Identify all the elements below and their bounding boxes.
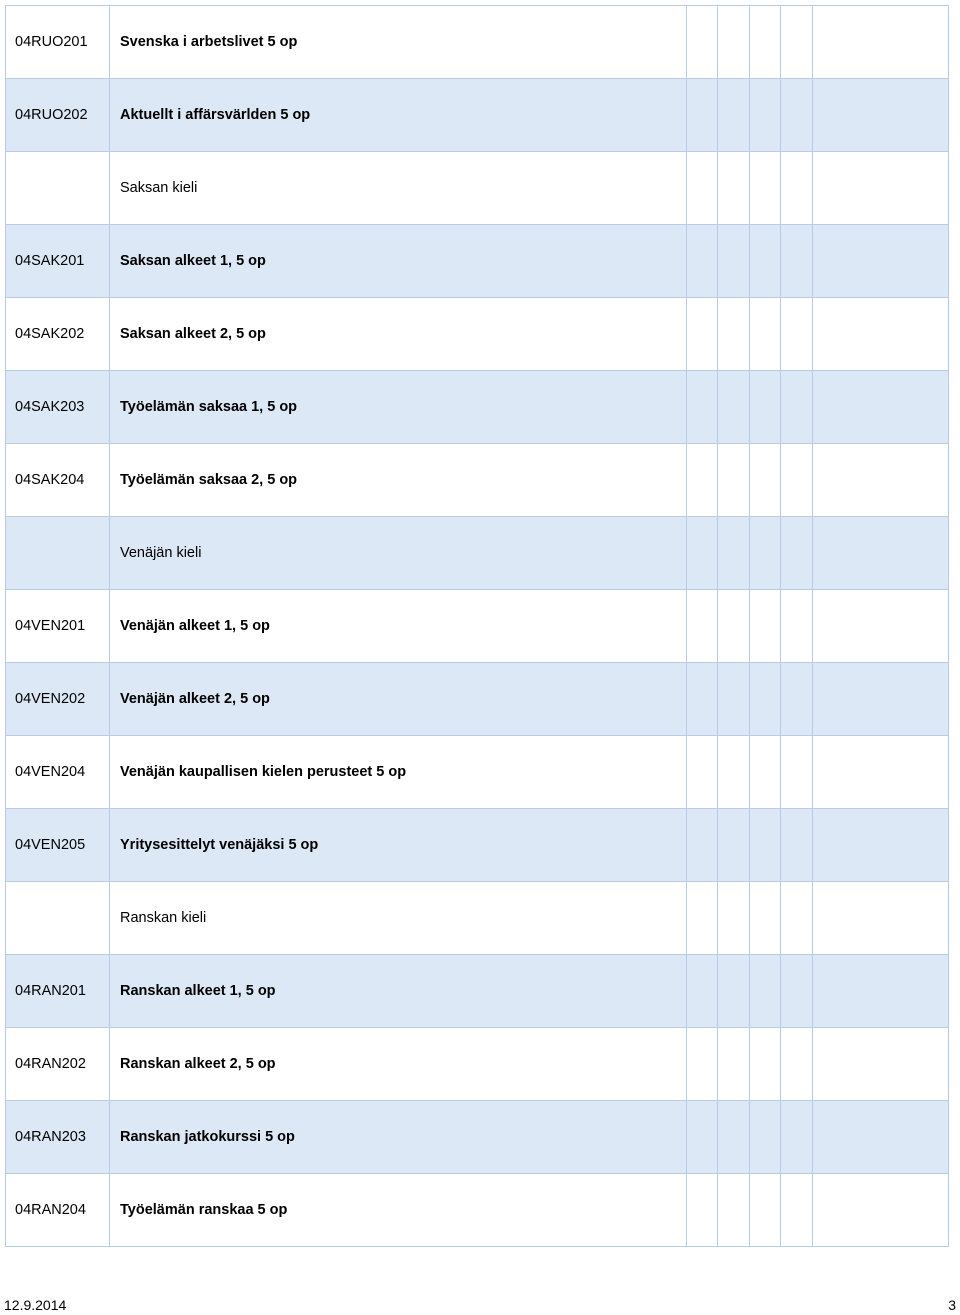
empty-cell — [781, 444, 813, 517]
empty-cell — [813, 955, 949, 1028]
empty-cell — [718, 444, 750, 517]
table-row — [6, 590, 949, 663]
course-code: 04SAK202 — [6, 298, 110, 371]
course-code: 04VEN201 — [6, 590, 110, 663]
empty-cell — [813, 444, 949, 517]
footer-date: 12.9.2014 — [4, 1297, 67, 1313]
empty-cell — [781, 79, 813, 152]
empty-cell — [813, 590, 949, 663]
empty-cell — [813, 736, 949, 809]
course-code: 04RAN204 — [6, 1174, 110, 1247]
empty-cell — [750, 152, 781, 225]
course-table — [5, 5, 949, 1247]
empty-cell — [687, 79, 718, 152]
course-name: Ranskan alkeet 2, 5 op — [110, 1028, 687, 1101]
empty-cell — [813, 152, 949, 225]
empty-cell — [718, 517, 750, 590]
section-heading-row — [6, 882, 949, 955]
empty-cell — [813, 1101, 949, 1174]
table-row — [6, 444, 949, 517]
empty-cell — [687, 225, 718, 298]
empty-cell — [781, 1101, 813, 1174]
empty-cell — [813, 882, 949, 955]
empty-cell — [687, 152, 718, 225]
course-code: 04RUO202 — [6, 79, 110, 152]
course-code — [6, 517, 110, 590]
empty-cell — [781, 517, 813, 590]
empty-cell — [718, 152, 750, 225]
table-row — [6, 663, 949, 736]
empty-cell — [781, 809, 813, 882]
empty-cell — [750, 1028, 781, 1101]
empty-cell — [813, 225, 949, 298]
empty-cell — [750, 517, 781, 590]
empty-cell — [687, 955, 718, 1028]
course-name: Svenska i arbetslivet 5 op — [110, 6, 687, 79]
empty-cell — [687, 371, 718, 444]
empty-cell — [813, 1174, 949, 1247]
empty-cell — [750, 298, 781, 371]
course-table-body — [6, 6, 949, 1247]
empty-cell — [718, 1028, 750, 1101]
empty-cell — [813, 1028, 949, 1101]
empty-cell — [781, 955, 813, 1028]
empty-cell — [750, 663, 781, 736]
empty-cell — [813, 79, 949, 152]
table-row — [6, 809, 949, 882]
empty-cell — [750, 736, 781, 809]
empty-cell — [781, 225, 813, 298]
course-code: 04VEN204 — [6, 736, 110, 809]
section-heading-row — [6, 152, 949, 225]
empty-cell — [718, 955, 750, 1028]
empty-cell — [718, 6, 750, 79]
course-code: 04RAN201 — [6, 955, 110, 1028]
empty-cell — [718, 590, 750, 663]
course-name: Työelämän saksaa 2, 5 op — [110, 444, 687, 517]
section-heading: Saksan kieli — [110, 152, 687, 225]
empty-cell — [813, 517, 949, 590]
course-name: Saksan alkeet 1, 5 op — [110, 225, 687, 298]
empty-cell — [687, 882, 718, 955]
empty-cell — [750, 882, 781, 955]
table-row — [6, 736, 949, 809]
table-row — [6, 955, 949, 1028]
course-code — [6, 152, 110, 225]
table-row — [6, 1101, 949, 1174]
empty-cell — [687, 517, 718, 590]
empty-cell — [687, 298, 718, 371]
course-name: Venäjän kaupallisen kielen perusteet 5 op — [110, 736, 687, 809]
empty-cell — [718, 736, 750, 809]
course-name: Työelämän saksaa 1, 5 op — [110, 371, 687, 444]
course-code: 04VEN202 — [6, 663, 110, 736]
empty-cell — [750, 955, 781, 1028]
empty-cell — [781, 371, 813, 444]
empty-cell — [687, 663, 718, 736]
course-code: 04SAK203 — [6, 371, 110, 444]
empty-cell — [718, 1174, 750, 1247]
empty-cell — [750, 6, 781, 79]
empty-cell — [718, 298, 750, 371]
empty-cell — [781, 6, 813, 79]
empty-cell — [687, 444, 718, 517]
empty-cell — [781, 1174, 813, 1247]
empty-cell — [718, 371, 750, 444]
empty-cell — [813, 371, 949, 444]
course-code: 04SAK201 — [6, 225, 110, 298]
empty-cell — [813, 6, 949, 79]
empty-cell — [781, 298, 813, 371]
table-row — [6, 371, 949, 444]
course-code: 04RUO201 — [6, 6, 110, 79]
table-row — [6, 225, 949, 298]
empty-cell — [687, 1174, 718, 1247]
table-row — [6, 1028, 949, 1101]
empty-cell — [781, 152, 813, 225]
section-heading: Venäjän kieli — [110, 517, 687, 590]
empty-cell — [718, 79, 750, 152]
empty-cell — [813, 298, 949, 371]
empty-cell — [687, 6, 718, 79]
empty-cell — [781, 882, 813, 955]
empty-cell — [750, 444, 781, 517]
course-name: Työelämän ranskaa 5 op — [110, 1174, 687, 1247]
table-row — [6, 298, 949, 371]
course-name: Venäjän alkeet 2, 5 op — [110, 663, 687, 736]
empty-cell — [687, 590, 718, 663]
empty-cell — [750, 590, 781, 663]
empty-cell — [750, 809, 781, 882]
course-name: Aktuellt i affärsvärlden 5 op — [110, 79, 687, 152]
empty-cell — [781, 590, 813, 663]
empty-cell — [718, 225, 750, 298]
table-row — [6, 1174, 949, 1247]
empty-cell — [750, 371, 781, 444]
empty-cell — [750, 1101, 781, 1174]
empty-cell — [718, 1101, 750, 1174]
empty-cell — [687, 1101, 718, 1174]
section-heading-row — [6, 517, 949, 590]
empty-cell — [813, 663, 949, 736]
empty-cell — [718, 663, 750, 736]
course-code: 04RAN203 — [6, 1101, 110, 1174]
course-code — [6, 882, 110, 955]
empty-cell — [687, 736, 718, 809]
footer-page-number: 3 — [948, 1297, 956, 1313]
empty-cell — [781, 663, 813, 736]
empty-cell — [718, 809, 750, 882]
empty-cell — [687, 809, 718, 882]
course-name: Yritysesittelyt venäjäksi 5 op — [110, 809, 687, 882]
empty-cell — [687, 1028, 718, 1101]
empty-cell — [781, 736, 813, 809]
course-name: Ranskan jatkokurssi 5 op — [110, 1101, 687, 1174]
course-code: 04RAN202 — [6, 1028, 110, 1101]
empty-cell — [781, 1028, 813, 1101]
course-name: Saksan alkeet 2, 5 op — [110, 298, 687, 371]
section-heading: Ranskan kieli — [110, 882, 687, 955]
empty-cell — [750, 79, 781, 152]
course-name: Ranskan alkeet 1, 5 op — [110, 955, 687, 1028]
empty-cell — [813, 809, 949, 882]
empty-cell — [750, 225, 781, 298]
course-code: 04VEN205 — [6, 809, 110, 882]
empty-cell — [718, 882, 750, 955]
table-row — [6, 6, 949, 79]
table-row — [6, 79, 949, 152]
course-name: Venäjän alkeet 1, 5 op — [110, 590, 687, 663]
empty-cell — [750, 1174, 781, 1247]
course-code: 04SAK204 — [6, 444, 110, 517]
